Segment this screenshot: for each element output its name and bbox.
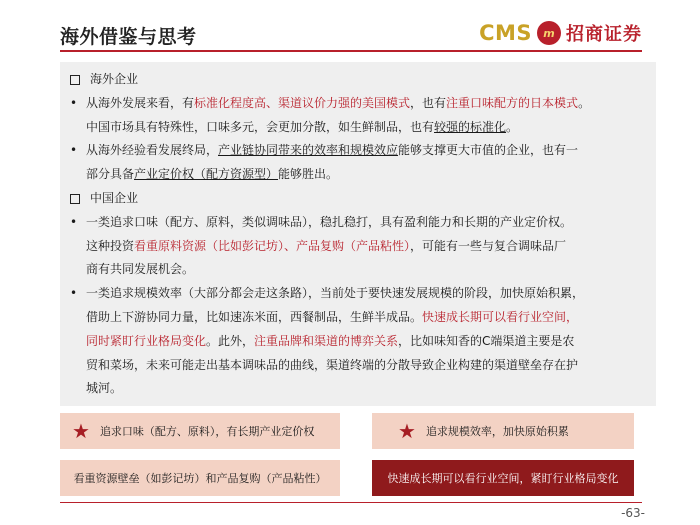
star-icon: ★ [72, 419, 90, 443]
section-heading-china [70, 187, 646, 211]
list-item-continuation: 商有共同发展机会。 [86, 262, 195, 277]
checkbox-square-icon [70, 75, 80, 85]
summary-card-scale [372, 413, 634, 449]
text-run: 部分具备 [86, 167, 135, 182]
bullet-icon: • [70, 95, 78, 110]
bullet-text [86, 92, 590, 116]
card-label: 追求规模效率，加快原始积累 [425, 425, 569, 438]
logo-chinese-text: 招商证券 [566, 24, 642, 45]
underlined-text: 产业链协同带来的效率和规模效应 [218, 143, 399, 158]
list-item-continuation [70, 116, 646, 140]
underlined-text: 产业定价权（配方资源型） [134, 167, 279, 182]
highlight-text: 快速成长期可以看行业空间， [422, 309, 579, 324]
logo-cms-text: CMS [479, 21, 532, 45]
star-icon: ★ [398, 419, 416, 443]
text-run: 能够胜出。 [278, 167, 339, 182]
text-run: 借助上下游协同力量，比如速冻米面，西餐制品，生鲜半成品。 [86, 309, 423, 324]
content-panel [60, 62, 656, 406]
header-divider [60, 50, 642, 52]
section-heading-text: 海外企业 [90, 72, 139, 86]
highlight-text: 注重品牌和渠道的博弈关系 [254, 333, 399, 348]
text-run: 。 [578, 95, 591, 110]
list-item-continuation [70, 235, 646, 259]
bullet-icon: • [70, 143, 78, 158]
bullet-text [86, 139, 578, 163]
list-item-continuation [70, 330, 646, 354]
page-number: -63- [621, 506, 645, 520]
text-run: 。 [506, 119, 519, 134]
highlight-text: 同时紧盯行业格局变化 [86, 333, 207, 348]
text-run: ，比如味知香的C端渠道主要是农 [398, 333, 575, 348]
card-label: 快速成长期可以看行业空间，紧盯行业格局变化 [387, 472, 619, 485]
list-item [70, 139, 646, 163]
card-label: 追求口味（配方、原料），有长期产业定价权 [99, 425, 315, 438]
list-item [70, 282, 646, 306]
text-run: ，也有 [410, 95, 447, 110]
section-heading-text: 中国企业 [90, 190, 139, 205]
page-title: 海外借鉴与思考 [60, 26, 197, 48]
bullet-text: 一类追求口味（配方、原料，类似调味品），稳扎稳打，具有盈利能力和长期的产业定价权。 [86, 214, 573, 229]
checkbox-square-icon [70, 194, 80, 204]
brand-logo [479, 20, 642, 46]
bullet-text: 一类追求规模效率（大部分都会走这条路），当前处于要快速发展规模的阶段，加快原始积累， [86, 286, 585, 301]
text-run: ，可能有一些与复合调味品厂 [410, 238, 567, 253]
list-item-continuation [70, 306, 646, 330]
list-item-continuation: 贸和菜场，未来可能走出基本调味品的曲线，渠道终端的分散导致企业构建的渠道壁垒存在护 [86, 357, 579, 372]
highlight-text: 注重口味配方的日本模式 [446, 95, 579, 110]
list-item [70, 92, 646, 116]
summary-card-growth [372, 460, 634, 496]
list-item-continuation [70, 163, 646, 187]
list-item-continuation: 城河。 [86, 381, 123, 396]
highlight-text: 标准化程度高、渠道议价力强的美国模式 [194, 95, 411, 110]
list-item [70, 211, 646, 235]
footer-divider [60, 502, 642, 503]
summary-card-taste [60, 413, 340, 449]
text-run: 这种投资 [86, 238, 135, 253]
text-run: 。此外， [206, 333, 255, 348]
bullet-icon: • [70, 214, 78, 229]
logo-mark-icon: m [537, 21, 561, 45]
text-run: 能够支撑更大市值的企业，也有一 [398, 143, 579, 158]
bullet-icon: • [70, 286, 78, 301]
text-run: 中国市场具有特殊性，口味多元，会更加分散，如生鲜制品，也有 [86, 119, 435, 134]
text-run: 从海外经验看发展终局， [86, 143, 219, 158]
section-heading-overseas [70, 68, 646, 92]
underlined-text: 较强的标准化 [434, 119, 507, 134]
highlight-text: 看重原料资源（比如彭记坊）、产品复购（产品粘性） [134, 238, 411, 253]
card-label: 看重资源壁垒（如彭记坊）和产品复购（产品粘性） [73, 472, 327, 485]
text-run: 从海外发展来看，有 [86, 95, 195, 110]
page-header [0, 0, 700, 60]
summary-card-resource [60, 460, 340, 496]
